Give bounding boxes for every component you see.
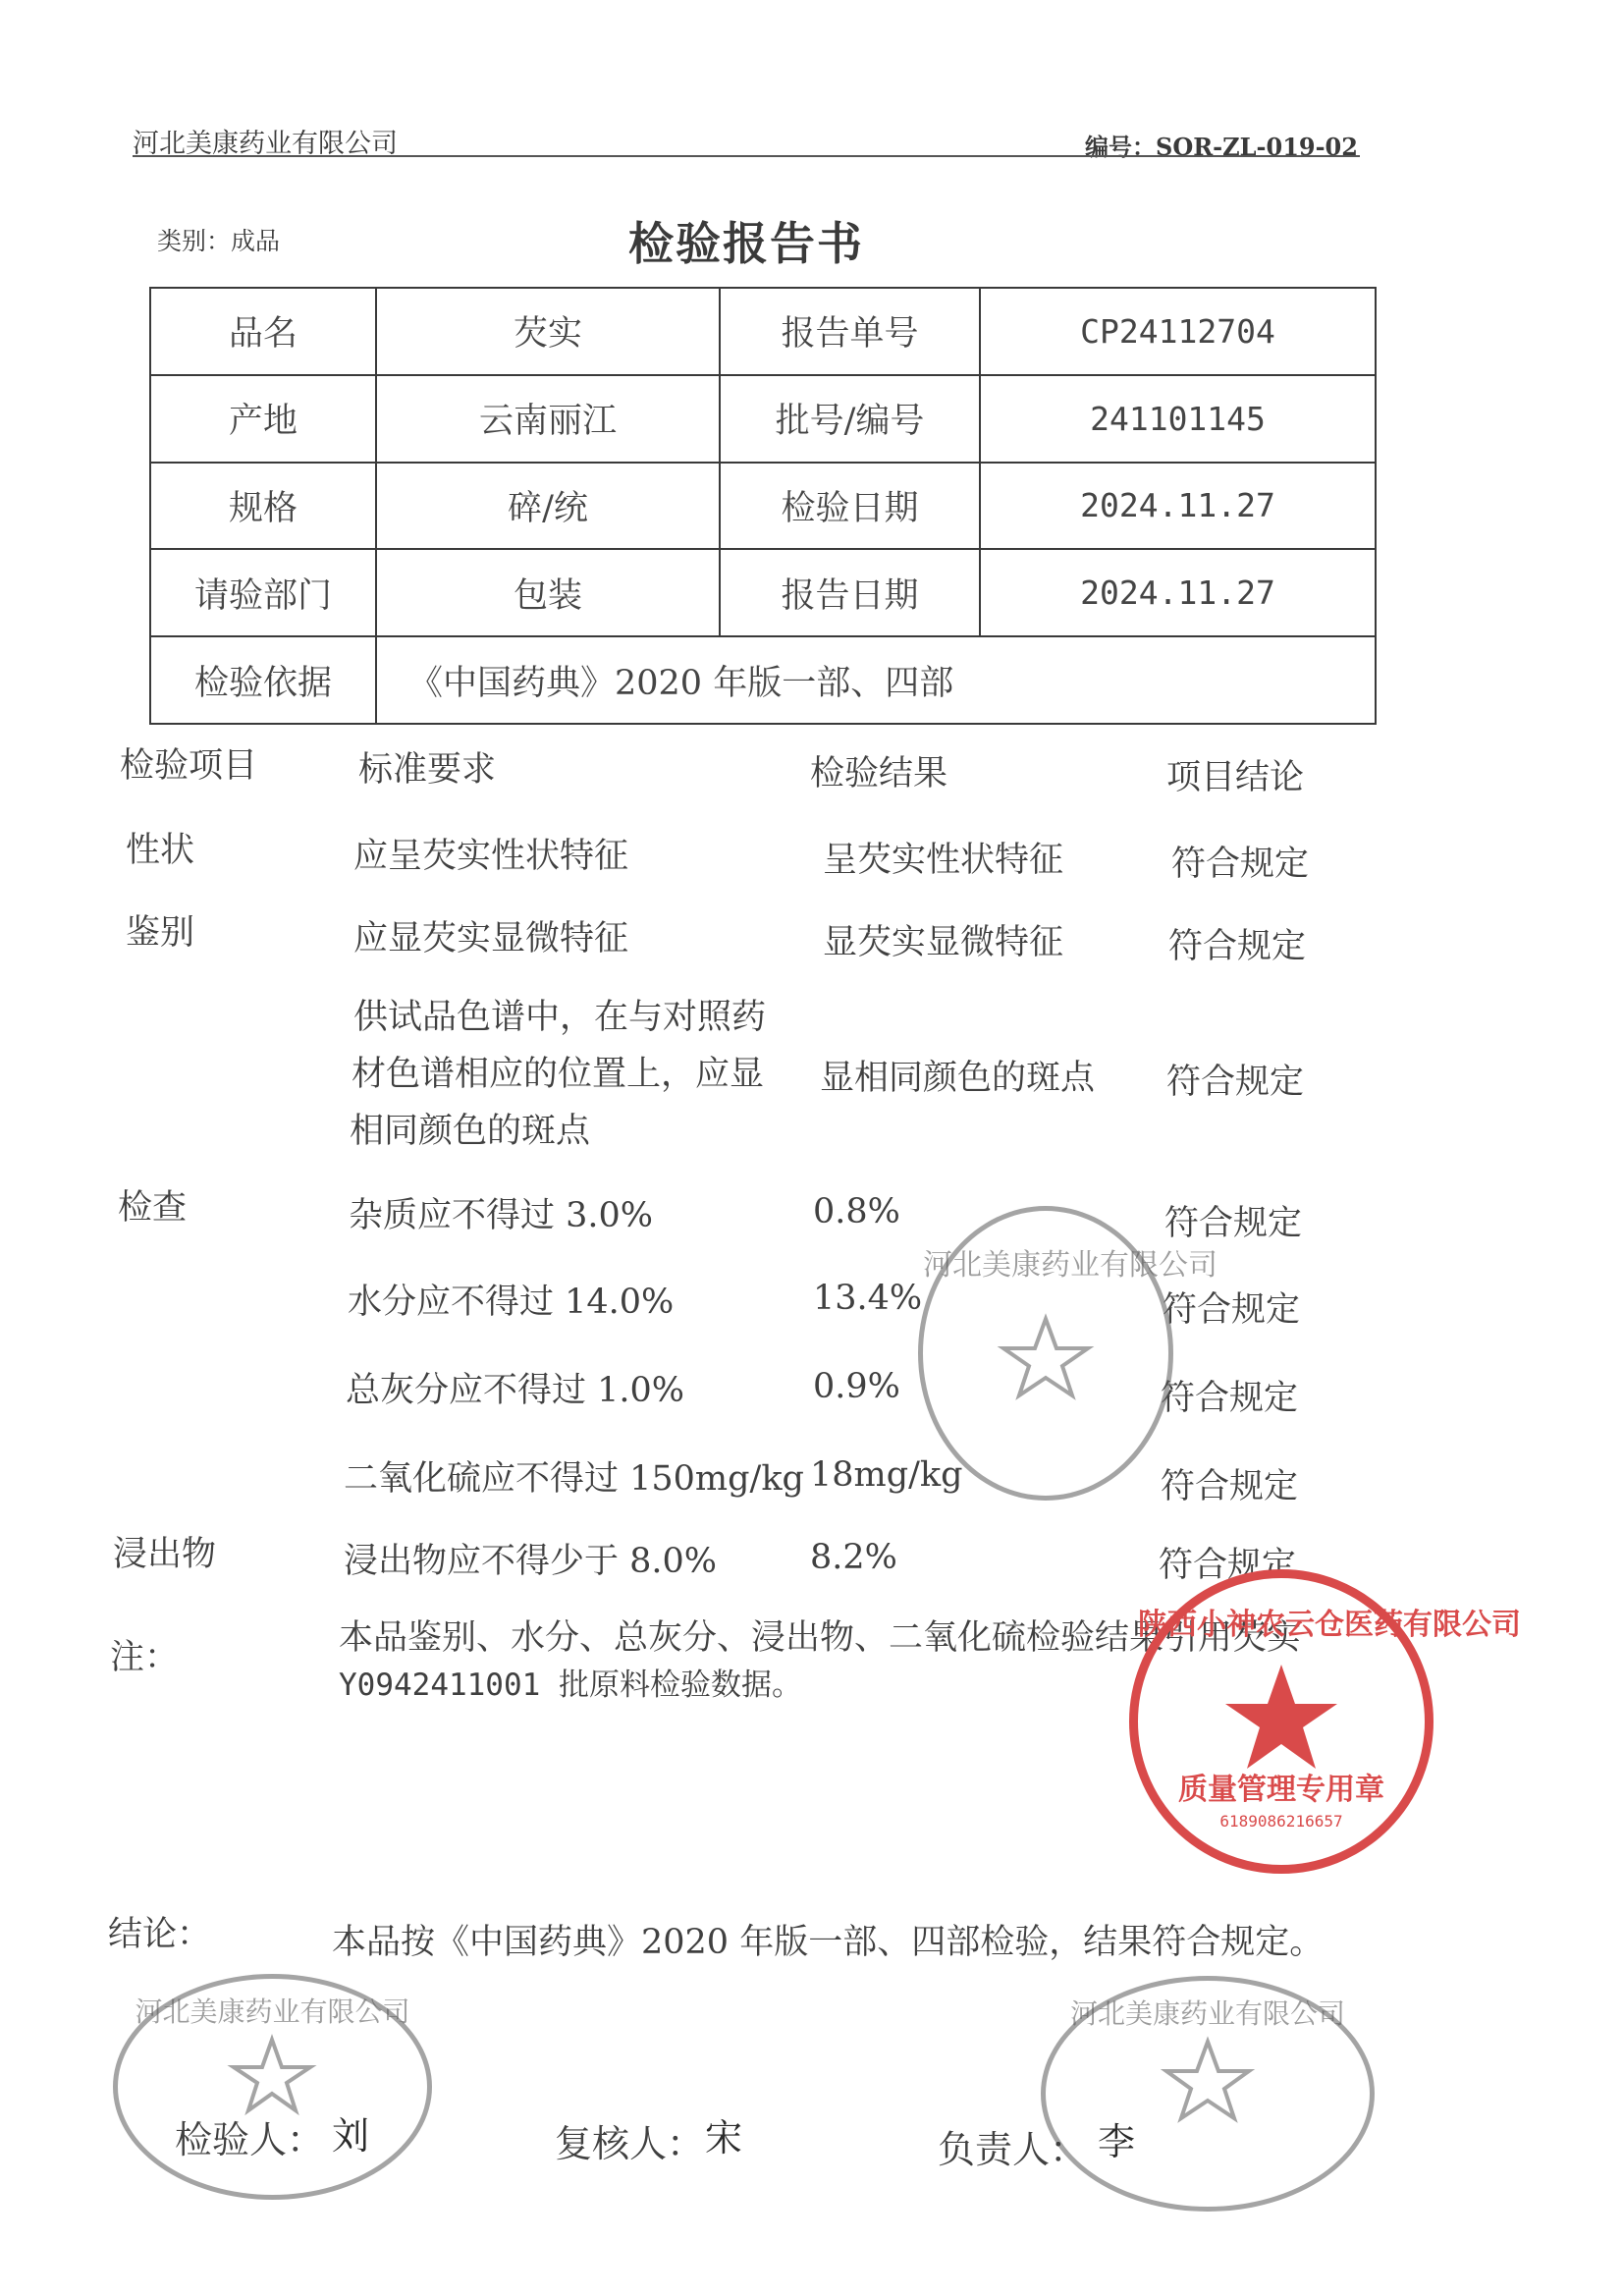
basis-value: 《中国药典》2020 年版一部、四部: [376, 636, 1376, 724]
row3-standard-line3: 相同颜色的斑点: [350, 1112, 591, 1151]
conclusion-label: 结论：: [108, 1915, 212, 1954]
row6-result: 0.9%: [813, 1367, 900, 1406]
row4-item: 检查: [118, 1188, 188, 1228]
quality-stamp-code: 6189086216657: [1219, 1812, 1343, 1831]
product-value: 芡实: [376, 288, 720, 375]
row3-standard-line1: 供试品色谱中，在与对照药: [353, 998, 767, 1037]
company-stamp-right-text: 河北美康药业有限公司: [1069, 1997, 1345, 2030]
row2-conclusion: 符合规定: [1168, 927, 1307, 966]
row4-standard: 杂质应不得过 3.0%: [349, 1196, 654, 1235]
quality-stamp-company: 陕西小神农云仓医药有限公司: [1138, 1608, 1521, 1642]
test-date-value: 2024.11.27: [980, 463, 1376, 550]
conclusion-text: 本品按《中国药典》2020 年版一部、四部检验，结果符合规定。: [332, 1923, 1325, 1962]
report-no-value: CP24112704: [980, 288, 1376, 375]
responsible-signature: 李: [1098, 2120, 1136, 2163]
company-stamp-center-text: 河北美康药业有限公司: [923, 1248, 1217, 1283]
inspector-signature: 刘: [332, 2114, 370, 2158]
company-stamp-left: [113, 1974, 432, 2200]
row2-standard: 应显芡实显微特征: [353, 919, 629, 958]
row2-item: 鉴别: [126, 913, 195, 953]
column-conclusion: 项目结论: [1166, 758, 1305, 797]
column-result: 检验结果: [810, 754, 948, 793]
row3-standard-line2: 材色谱相应的位置上，应显: [352, 1055, 765, 1094]
spec-label: 规格: [150, 463, 376, 550]
row3-result: 显相同颜色的斑点: [820, 1059, 1096, 1098]
note-label: 注：: [110, 1638, 180, 1677]
row1-item: 性状: [126, 831, 195, 870]
row6-conclusion: 符合规定: [1161, 1379, 1299, 1418]
test-date-label: 检验日期: [720, 463, 980, 550]
quality-stamp-title: 质量管理专用章: [1178, 1773, 1384, 1807]
row4-conclusion: 符合规定: [1164, 1204, 1303, 1243]
report-no-label: 报告单号: [720, 288, 980, 375]
report-date-label: 报告日期: [720, 549, 980, 636]
note-line1: 本品鉴别、水分、总灰分、浸出物、二氧化硫检验结果引用芡实: [339, 1618, 1302, 1658]
row7-standard: 二氧化硫应不得过 150mg/kg: [344, 1459, 804, 1499]
dept-label: 请验部门: [150, 549, 376, 636]
origin-label: 产地: [150, 375, 376, 463]
inspector-label: 检验人：: [175, 2118, 325, 2161]
info-table: [149, 287, 1377, 725]
row8-standard: 浸出物应不得少于 8.0%: [344, 1542, 718, 1581]
quality-stamp: [1129, 1569, 1521, 1874]
document-code: 编号：SOR-ZL-019-02: [1085, 133, 1358, 161]
row5-standard: 水分应不得过 14.0%: [348, 1283, 675, 1322]
report-date-value: 2024.11.27: [980, 549, 1376, 636]
column-standard: 标准要求: [358, 750, 497, 790]
row8-item: 浸出物: [113, 1535, 217, 1574]
row4-result: 0.8%: [813, 1192, 900, 1231]
row7-conclusion: 符合规定: [1161, 1467, 1299, 1506]
note-line2: Y0942411001 批原料检验数据。: [339, 1667, 802, 1703]
row3-conclusion: 符合规定: [1166, 1063, 1305, 1102]
row8-result: 8.2%: [810, 1538, 897, 1577]
row5-conclusion: 符合规定: [1163, 1290, 1301, 1330]
row5-result: 13.4%: [813, 1279, 923, 1318]
column-item: 检验项目: [120, 746, 258, 786]
row7-result: 18mg/kg: [810, 1455, 963, 1495]
dept-value: 包装: [376, 549, 720, 636]
origin-value: 云南丽江: [376, 375, 720, 463]
category: 类别：成品: [157, 227, 281, 255]
header-divider: [133, 155, 1360, 157]
row8-conclusion: 符合规定: [1159, 1546, 1297, 1585]
row2-result: 显芡实显微特征: [823, 923, 1064, 962]
responsible-label: 负责人：: [938, 2128, 1088, 2171]
company-stamp-right: [1041, 1976, 1375, 2212]
batch-value: 241101145: [980, 375, 1376, 463]
company-name: 河北美康药业有限公司: [133, 129, 398, 159]
batch-label: 批号/编号: [720, 375, 980, 463]
row1-result: 呈芡实性状特征: [823, 841, 1064, 880]
reviewer-signature: 宋: [705, 2116, 743, 2159]
spec-value: 碎/统: [376, 463, 720, 550]
company-stamp-left-text: 河北美康药业有限公司: [135, 1995, 410, 2028]
basis-label: 检验依据: [150, 636, 376, 724]
product-label: 品名: [150, 288, 376, 375]
page-title: 检验报告书: [628, 217, 864, 270]
row1-conclusion: 符合规定: [1171, 845, 1310, 884]
reviewer-label: 复核人：: [555, 2122, 705, 2165]
row6-standard: 总灰分应不得过 1.0%: [346, 1371, 685, 1410]
company-stamp-center: [918, 1206, 1217, 1501]
row1-standard: 应呈芡实性状特征: [353, 837, 629, 876]
